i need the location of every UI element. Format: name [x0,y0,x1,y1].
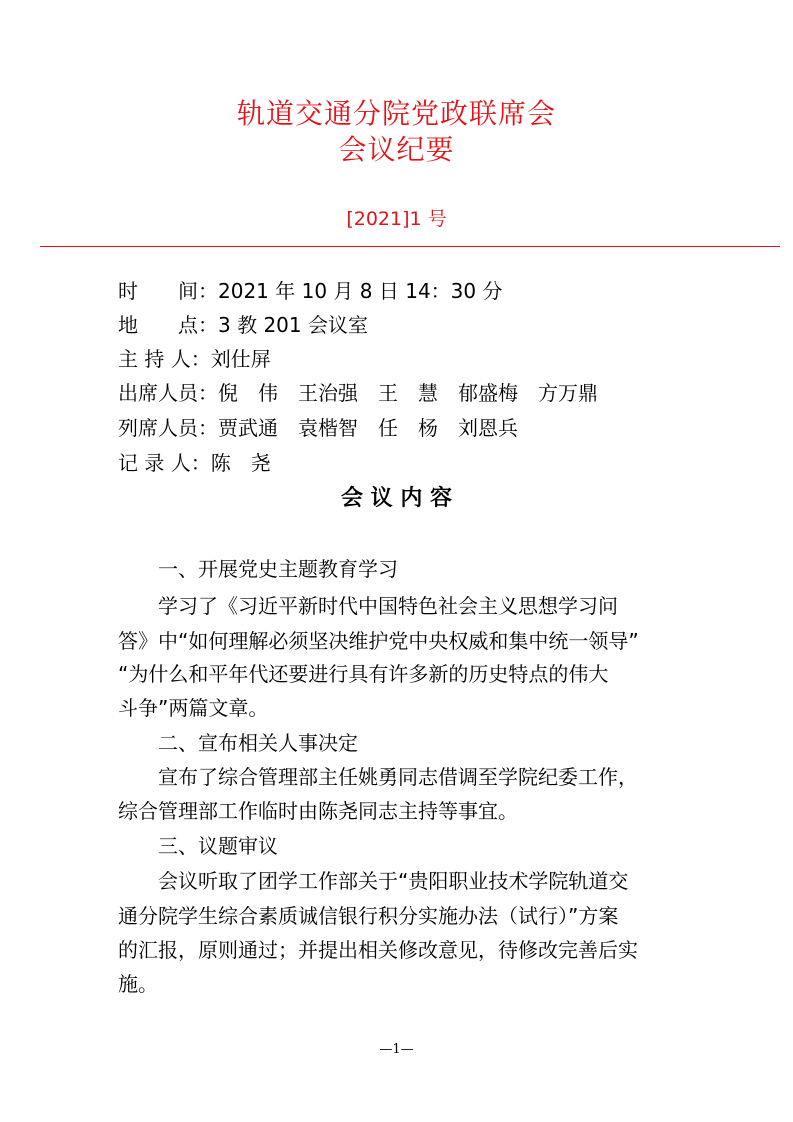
meta-observers-label: 列席人员： [118,416,218,440]
page-number: —1— [379,1042,414,1057]
meta-host [118,345,271,373]
paragraph-line: 综合管理部工作临时由陈尧同志主持等事宜。 [118,799,518,823]
meta-time-value: 2021 年 10 月 8 日 14：30 分 [218,279,503,303]
paragraph-line: 的汇报，原则通过；并提出相关修改意见，待修改完善后实 [118,938,638,962]
meta-time-label: 时 间： [118,279,218,303]
meta-observers-value: 贾武通 袁楷智 任 杨 刘恩兵 [218,416,518,440]
meta-place-value: 3 教 201 会议室 [218,313,368,337]
meta-recorder [118,449,271,477]
meta-recorder-value: 陈 尧 [210,451,271,475]
paragraph-line: 施。 [118,972,158,996]
meta-recorder-label: 记 录 人： [118,451,211,475]
paragraph-line: 学习了《习近平新时代中国特色社会主义思想学习问 [158,594,618,618]
paragraph-line: “为什么和平年代还要进行具有许多新的历史特点的伟大 [118,662,609,686]
document-title-line1: 轨道交通分院党政联席会 [236,97,556,130]
meta-host-value: 刘仕屏 [210,347,271,371]
red-divider [40,246,780,247]
section-heading-3: 三、议题审议 [158,834,278,858]
paragraph-line: 宣布了综合管理部主任姚勇同志借调至学院纪委工作， [158,765,638,789]
meeting-content-heading: 会 议 内 容 [341,486,452,511]
meta-host-label: 主 持 人： [118,347,211,371]
section-heading-1: 一、开展党史主题教育学习 [158,557,398,581]
document-title-line2: 会议纪要 [338,133,455,166]
meta-time [118,277,502,305]
meta-observers [118,414,518,442]
section-heading-2: 二、宣布相关人事决定 [158,731,358,755]
meta-place-label: 地 点： [118,313,218,337]
meta-attendees-value: 倪 伟 王治强 王 慧 郁盛梅 方万鼎 [218,381,598,405]
paragraph-line: 通分院学生综合素质诚信银行积分实施办法（试行）”方案 [118,904,619,928]
paragraph-line: 斗争”两篇文章。 [118,696,269,720]
meta-attendees-label: 出席人员： [118,381,218,405]
meta-place [118,311,368,339]
document-number: [2021]1 号 [346,208,447,230]
paragraph-line: 会议听取了团学工作部关于“贵阳职业技术学院轨道交 [158,869,629,893]
meta-attendees [118,379,598,407]
paragraph-line: 答》中“如何理解必须坚决维护党中央权威和集中统一领导” [118,629,639,653]
